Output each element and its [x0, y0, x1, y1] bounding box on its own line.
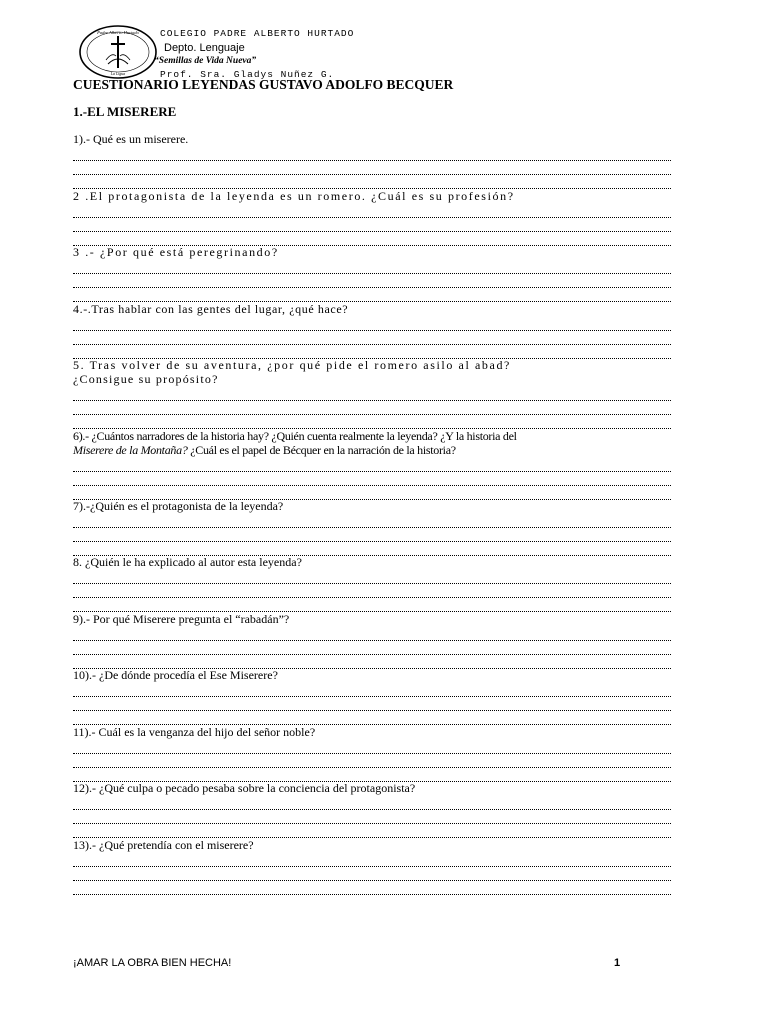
answer-line[interactable]	[73, 598, 671, 612]
teacher-name: Prof. Sra. Gladys Nuñez G.	[160, 69, 335, 80]
answer-line[interactable]	[73, 881, 671, 895]
answer-line[interactable]	[73, 853, 671, 867]
answer-line[interactable]	[73, 147, 671, 161]
answer-line[interactable]	[73, 175, 671, 189]
question-11	[73, 725, 673, 782]
answer-line[interactable]	[73, 161, 671, 175]
school-name: COLEGIO PADRE ALBERTO HURTADO	[160, 28, 355, 39]
question-text: 12).- ¿Qué culpa o pecado pesaba sobre la conciencia del protagonista?	[73, 781, 416, 795]
question-8	[73, 555, 673, 612]
question-text-rest: ¿Cuál es el papel de Bécquer en la narración de la historia?	[187, 443, 456, 457]
page-number: 1	[614, 957, 621, 969]
answer-line[interactable]	[73, 627, 671, 641]
question-1	[73, 132, 673, 189]
question-3	[73, 245, 673, 302]
question-5	[73, 358, 673, 429]
answer-line[interactable]	[73, 641, 671, 655]
question-10	[73, 668, 673, 725]
answer-line[interactable]	[73, 570, 671, 584]
question-2	[73, 189, 673, 246]
question-9	[73, 612, 673, 669]
question-text: 4.-.Tras hablar con las gentes del lugar, ¿qué hace?	[73, 302, 349, 316]
answer-line[interactable]	[73, 796, 671, 810]
answer-line[interactable]	[73, 514, 671, 528]
question-text: 7).-¿Quién es el protagonista de la leyenda?	[73, 499, 284, 513]
question-text: 2 .El protagonista de la leyenda es un romero. ¿Cuál es su profesión?	[73, 189, 515, 203]
footer-slogan: ¡AMAR LA OBRA BIEN HECHA!	[73, 957, 232, 969]
answer-line[interactable]	[73, 711, 671, 725]
answer-line[interactable]	[73, 288, 671, 302]
answer-line[interactable]	[73, 260, 671, 274]
answer-line[interactable]	[73, 867, 671, 881]
school-logo	[78, 24, 158, 80]
question-13	[73, 838, 673, 895]
question-text: 11).- Cuál es la venganza del hijo del señor noble?	[73, 725, 316, 739]
question-4	[73, 302, 673, 359]
answer-line[interactable]	[73, 528, 671, 542]
answer-line[interactable]	[73, 331, 671, 345]
answer-line[interactable]	[73, 542, 671, 556]
question-text-line2: ¿Consigue su propósito?	[73, 372, 219, 386]
answer-line[interactable]	[73, 740, 671, 754]
answer-line[interactable]	[73, 232, 671, 246]
answer-line[interactable]	[73, 655, 671, 669]
answer-line[interactable]	[73, 754, 671, 768]
question-text-line1: 5. Tras volver de su aventura, ¿por qué pide el romero asilo al abad?	[73, 358, 511, 372]
question-text: 10).- ¿De dónde procedía el Ese Miserere?	[73, 668, 278, 682]
question-text: 3 .- ¿Por qué está peregrinando?	[73, 245, 279, 259]
question-text-line2	[73, 443, 673, 457]
answer-line[interactable]	[73, 486, 671, 500]
answer-line[interactable]	[73, 345, 671, 359]
department: Depto. Lenguaje	[164, 42, 245, 54]
question-6	[73, 429, 673, 500]
answer-line[interactable]	[73, 810, 671, 824]
question-text: 8. ¿Quién le ha explicado al autor esta leyenda?	[73, 555, 302, 569]
logo-text-bottom: La Ligua	[110, 71, 126, 76]
section-heading: 1.-EL MISERERE	[73, 104, 177, 119]
answer-line[interactable]	[73, 204, 671, 218]
answer-line[interactable]	[73, 768, 671, 782]
answer-line[interactable]	[73, 317, 671, 331]
question-text: 9).- Por qué Miserere pregunta el “rabadán”?	[73, 612, 290, 626]
question-text: 13).- ¿Qué pretendía con el miserere?	[73, 838, 254, 852]
italic-title: Miserere de la Montaña?	[73, 443, 188, 457]
answer-line[interactable]	[73, 218, 671, 232]
answer-line[interactable]	[73, 401, 671, 415]
answer-line[interactable]	[73, 584, 671, 598]
motto: “Semillas de Vida Nueva”	[154, 56, 257, 66]
answer-line[interactable]	[73, 415, 671, 429]
question-12	[73, 781, 673, 838]
logo-text-top: Padre Alberto Hurtado	[97, 30, 139, 35]
answer-line[interactable]	[73, 697, 671, 711]
answer-line[interactable]	[73, 683, 671, 697]
answer-line[interactable]	[73, 387, 671, 401]
answer-line[interactable]	[73, 824, 671, 838]
document-title: CUESTIONARIO LEYENDAS GUSTAVO ADOLFO BECQUER	[73, 77, 454, 92]
question-text-line1: 6).- ¿Cuántos narradores de la historia hay? ¿Quién cuenta realmente la leyenda? ¿Y la historia del	[73, 429, 517, 443]
question-7	[73, 499, 673, 556]
answer-line[interactable]	[73, 472, 671, 486]
question-text: 1).- Qué es un miserere.	[73, 132, 189, 146]
answer-line[interactable]	[73, 458, 671, 472]
answer-line[interactable]	[73, 274, 671, 288]
